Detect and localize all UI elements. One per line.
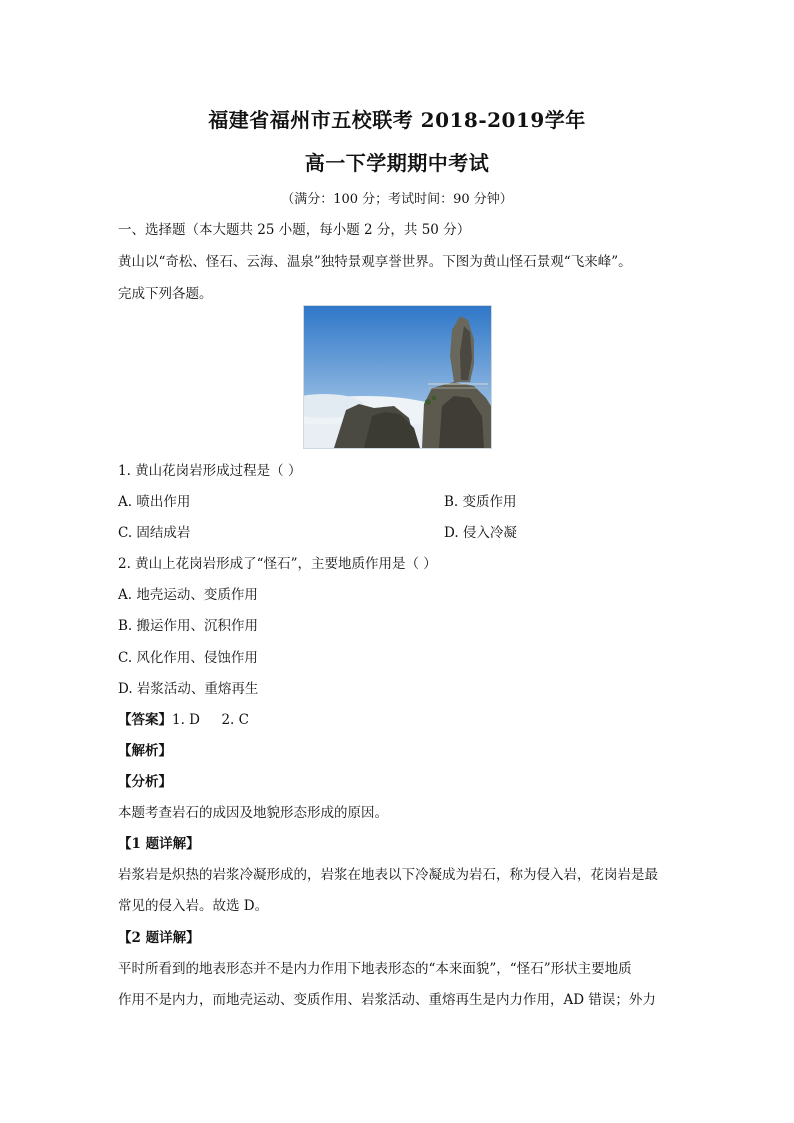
question1-option-a: A. 喷出作用 [118, 494, 191, 510]
detail2-label: 【2 题详解】 [118, 930, 200, 946]
detail1-text-line2: 常见的侵入岩。故选 D。 [118, 898, 269, 914]
question2-option-c: C. 风化作用、侵蚀作用 [118, 650, 258, 666]
question2-option-d: D. 岩浆活动、重熔再生 [118, 681, 259, 697]
pine-tree [425, 399, 431, 405]
document-title-line1: 福建省福州市五校联考 2018-2019学年 [208, 108, 586, 132]
flying-peak-illustration [304, 306, 491, 448]
answer-line [118, 708, 249, 728]
pine-tree [432, 396, 437, 401]
section-heading: 一、选择题（本大题共 25 小题，每小题 2 分，共 50 分） [118, 222, 471, 238]
intro-text-line1: 黄山以“奇松、怪石、云海、温泉”独特景观享誉世界。下图为黄山怪石景观“飞来峰”。 [118, 254, 632, 270]
answer-label: 【答案】 [118, 712, 172, 728]
analysis-sub-label: 【分析】 [118, 774, 172, 790]
answer-text: 1. D 2. C [172, 712, 249, 728]
huangshan-rock-photo [303, 305, 492, 449]
question1-stem: 1. 黄山花岗岩形成过程是（ ） [118, 463, 302, 479]
question1-option-d: D. 侵入冷凝 [444, 525, 517, 541]
detail2-text-line2: 作用不是内力，而地壳运动、变质作用、岩浆活动、重熔再生是内力作用，AD 错误；外力 [118, 992, 656, 1008]
analysis-sub-text: 本题考查岩石的成因及地貌形态形成的原因。 [118, 805, 388, 821]
question2-option-a: A. 地壳运动、变质作用 [118, 587, 258, 603]
detail1-label: 【1 题详解】 [118, 836, 200, 852]
question1-option-c: C. 固结成岩 [118, 525, 191, 541]
analysis-label: 【解析】 [118, 743, 172, 759]
question1-option-b: B. 变质作用 [444, 494, 517, 510]
question2-option-b: B. 搬运作用、沉积作用 [118, 618, 259, 634]
detail1-text-line1: 岩浆岩是炽热的岩浆冷凝形成的，岩浆在地表以下冷凝成为岩石，称为侵入岩，花岗岩是最 [118, 867, 658, 883]
intro-text-line2: 完成下列各题。 [118, 286, 213, 302]
question2-stem: 2. 黄山上花岗岩形成了“怪石”，主要地质作用是（ ） [118, 556, 437, 572]
detail2-text-line1: 平时所看到的地表形态并不是内力作用下地表形态的“本来面貌”，“怪石”形状主要地质 [118, 961, 632, 977]
exam-meta: （满分：100 分；考试时间：90 分钟） [281, 192, 513, 207]
document-title-line2: 高一下学期期中考试 [304, 151, 490, 175]
